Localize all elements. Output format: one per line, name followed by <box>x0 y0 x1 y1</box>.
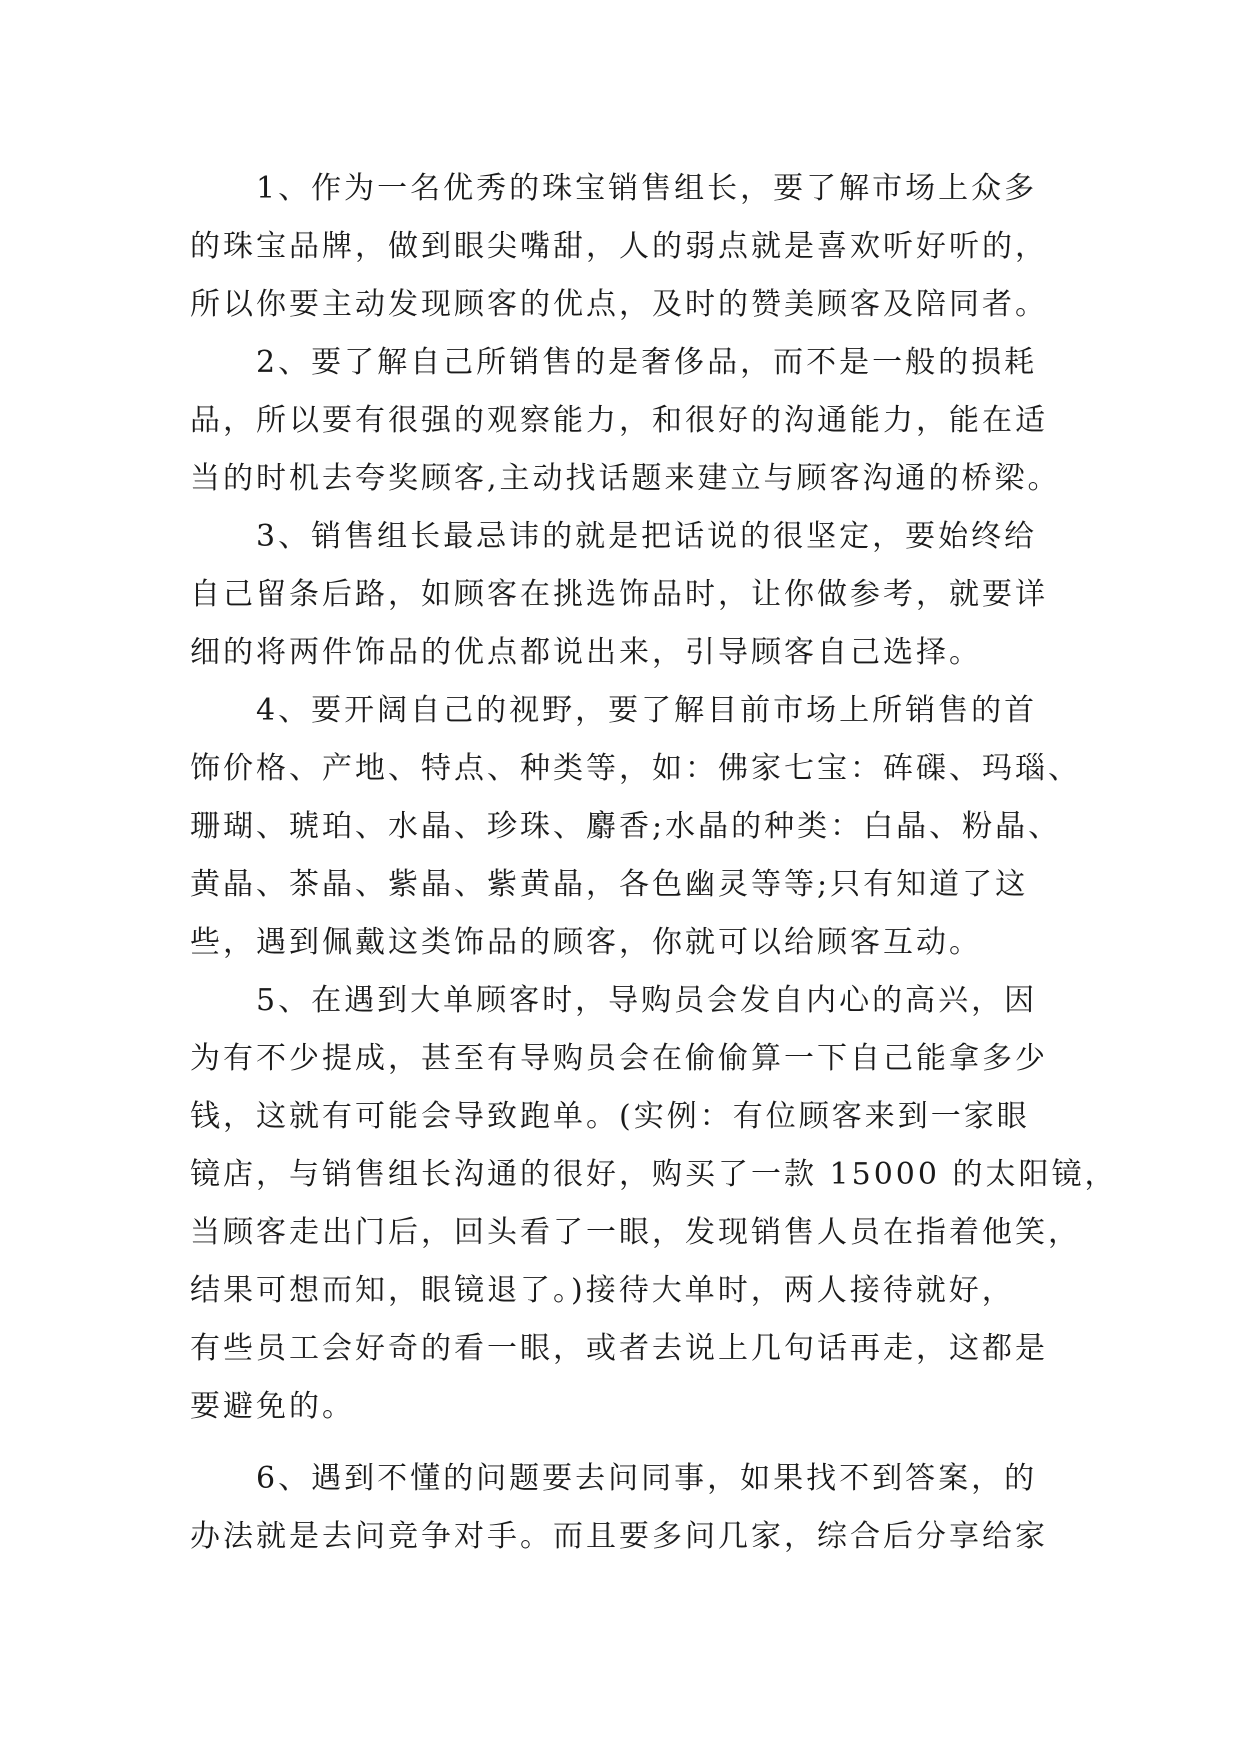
text-line: 结果可想而知，眼镜退了。)接待大单时，两人接待就好， <box>190 1273 1015 1308</box>
text-line: 饰价格、产地、特点、种类等，如：佛家七宝：砗磲、玛瑙、 <box>190 751 1081 786</box>
text-line: 钱，这就有可能会导致跑单。(实例：有位顾客来到一家眼 <box>190 1099 1030 1134</box>
text-line: 为有不少提成，甚至有导购员会在偷偷算一下自己能拿多少 <box>190 1041 1048 1076</box>
text-line: 有些员工会好奇的看一眼，或者去说上几句话再走，这都是 <box>190 1331 1048 1366</box>
text-line: 3、销售组长最忌讳的就是把话说的很坚定，要始终给 <box>256 519 1038 554</box>
text-line: 黄晶、茶晶、紫晶、紫黄晶，各色幽灵等等;只有知道了这 <box>190 867 1029 902</box>
text-line: 2、要了解自己所销售的是奢侈品，而不是一般的损耗 <box>256 345 1038 380</box>
text-line: 珊瑚、琥珀、水晶、珍珠、麝香;水晶的种类：白晶、粉晶、 <box>190 809 1062 844</box>
text-line: 品，所以要有很强的观察能力，和很好的沟通能力，能在适 <box>190 403 1048 438</box>
paragraph-6 <box>190 1450 1050 1566</box>
text-line: 细的将两件饰品的优点都说出来，引导顾客自己选择。 <box>190 635 982 670</box>
text-line: 办法就是去问竞争对手。而且要多问几家，综合后分享给家 <box>190 1519 1048 1554</box>
text-line: 5、在遇到大单顾客时，导购员会发自内心的高兴，因 <box>256 983 1038 1018</box>
text-line: 当顾客走出门后，回头看了一眼，发现销售人员在指着他笑， <box>190 1215 1081 1250</box>
text-line: 些，遇到佩戴这类饰品的顾客，你就可以给顾客互动。 <box>190 925 982 960</box>
text-line: 6、遇到不懂的问题要去问同事，如果找不到答案，的 <box>256 1461 1038 1496</box>
text-line: 当的时机去夸奖顾客,主动找话题来建立与顾客沟通的桥梁。 <box>190 461 1061 496</box>
document-body <box>190 160 1118 1566</box>
text-line: 要避免的。 <box>190 1389 355 1424</box>
paragraph-5 <box>190 972 1118 1436</box>
text-line: 1、作为一名优秀的珠宝销售组长，要了解市场上众多 <box>256 171 1038 206</box>
paragraph-3 <box>190 508 1050 682</box>
text-line: 自己留条后路，如顾客在挑选饰品时，让你做参考，就要详 <box>190 577 1048 612</box>
paragraph-1 <box>190 160 1050 334</box>
paragraph-4 <box>190 682 1081 972</box>
text-line: 4、要开阔自己的视野，要了解目前市场上所销售的首 <box>256 693 1038 728</box>
text-line: 的珠宝品牌，做到眼尖嘴甜，人的弱点就是喜欢听好听的， <box>190 229 1048 264</box>
text-line: 镜店，与销售组长沟通的很好，购买了一款 15000 的太阳镜， <box>190 1157 1118 1192</box>
text-line: 所以你要主动发现顾客的优点，及时的赞美顾客及陪同者。 <box>190 287 1048 322</box>
paragraph-2 <box>190 334 1061 508</box>
